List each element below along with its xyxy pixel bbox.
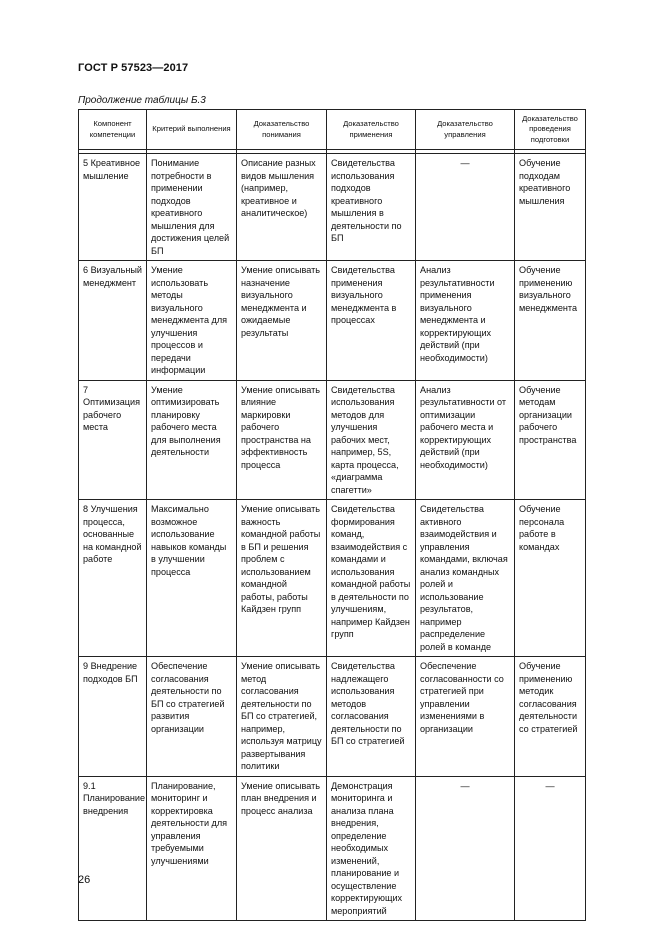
table-cell: Обучение применению методик согласования деятельности со стратегией xyxy=(515,657,586,777)
table-cell: Свидетельства формирования команд, взаимодействия с командами и использования командной работы в деятельности по улучшениям, например Кайдзен групп xyxy=(327,500,416,657)
table-cell: Анализ результативности применения визуального менеджмента и корректирующих действий (при необходимости) xyxy=(416,261,515,381)
table-cell: 5 Креативное мышление xyxy=(79,154,147,261)
table-cell: Демонстрация мониторинга и анализа плана внедрения, определение необходимых изменений, планирование и осуществление корректирующих мероприятий xyxy=(327,776,416,921)
table-header xyxy=(79,110,586,154)
table-cell: Умение описывать план внедрения и процесс анализа xyxy=(237,776,327,921)
header-cell: Доказательство понимания xyxy=(237,110,327,150)
document-standard-header: ГОСТ Р 57523—2017 xyxy=(78,62,189,74)
table-cell: 9.1 Планирование внедрения xyxy=(79,776,147,921)
table-cell: Свидетельства применения визуального менеджмента в процессах xyxy=(327,261,416,381)
header-cell: Критерий выполнения xyxy=(147,110,237,150)
table-row xyxy=(79,154,586,261)
table-cell: Умение описывать влияние маркировки рабочего пространства на эффективность процесса xyxy=(237,380,327,500)
table-cell: Планирование, мониторинг и корректировка деятельности для управления требуемыми улучшениями xyxy=(147,776,237,921)
table-cell: Свидетельства использования методов для улучшения рабочих мест, например, 5S, карта процесса, «диаграмма спагетти» xyxy=(327,380,416,500)
table-cell: Умение описывать метод согласования деятельности по БП со стратегией, например, используя матрицу развертывания политики xyxy=(237,657,327,777)
page-number: 26 xyxy=(78,874,91,886)
header-cell: Доказательство проведения подготовки xyxy=(515,110,586,150)
header-cell: Доказательство применения xyxy=(327,110,416,150)
table-cell: Умение использовать методы визуального менеджмента для улучшения процессов и передачи информации xyxy=(147,261,237,381)
table-row xyxy=(79,657,586,777)
table-row xyxy=(79,380,586,500)
table-cell: Свидетельства использования подходов креативного мышления в деятельности по БП xyxy=(327,154,416,261)
table-row xyxy=(79,776,586,921)
table-cell: Свидетельства надлежащего использования методов согласования деятельности по БП со стратегией xyxy=(327,657,416,777)
table-cell: Умение описывать назначение визуального менеджмента и ожидаемые результаты xyxy=(237,261,327,381)
table-cell: Обучение персонала работе в командах xyxy=(515,500,586,657)
table-cell: Свидетельства активного взаимодействия и управления командами, включая анализ командных ролей и использование результатов, например распределение ролей в команде xyxy=(416,500,515,657)
table-cell: Максимально возможное использование навыков команды в улучшении процесса xyxy=(147,500,237,657)
table-cell: — xyxy=(416,154,515,261)
table-cell: — xyxy=(416,776,515,921)
table-cell: 9 Внедрение подходов БП xyxy=(79,657,147,777)
header-cell: Компонент компетенции xyxy=(79,110,147,150)
table-cell: Обеспечение согласования деятельности по БП со стратегией развития организации xyxy=(147,657,237,777)
header-cell: Доказательство управления xyxy=(416,110,515,150)
table-caption: Продолжение таблицы Б.3 xyxy=(78,95,206,106)
table-cell: Анализ результативности от оптимизации рабочего места и корректирующих действий (при необходимости) xyxy=(416,380,515,500)
table-cell: 8 Улучшения процесса, основанные на командной работе xyxy=(79,500,147,657)
table-cell: Описание разных видов мышления (например, креативное и аналитическое) xyxy=(237,154,327,261)
table-cell: Обучение подходам креативного мышления xyxy=(515,154,586,261)
table-row xyxy=(79,261,586,381)
competence-evidence-table xyxy=(78,109,586,921)
table-cell: Обучение методам организации рабочего пространства xyxy=(515,380,586,500)
table-cell: — xyxy=(515,776,586,921)
table-cell: Умение оптимизировать планировку рабочего места для выполнения деятельности xyxy=(147,380,237,500)
table-cell: Обеспечение согласованности со стратегией при управлении изменениями в организации xyxy=(416,657,515,777)
table-row xyxy=(79,500,586,657)
table-cell: Умение описывать важность командной работы в БП и решения проблем с использованием командной работы, работы Кайдзен групп xyxy=(237,500,327,657)
table-cell: Обучение применению визуального менеджмента xyxy=(515,261,586,381)
table-cell: Понимание потребности в применении подходов креативного мышления для достижения целей БП xyxy=(147,154,237,261)
table-cell: 6 Визуальный менеджмент xyxy=(79,261,147,381)
table-cell: 7 Оптимизация рабочего места xyxy=(79,380,147,500)
